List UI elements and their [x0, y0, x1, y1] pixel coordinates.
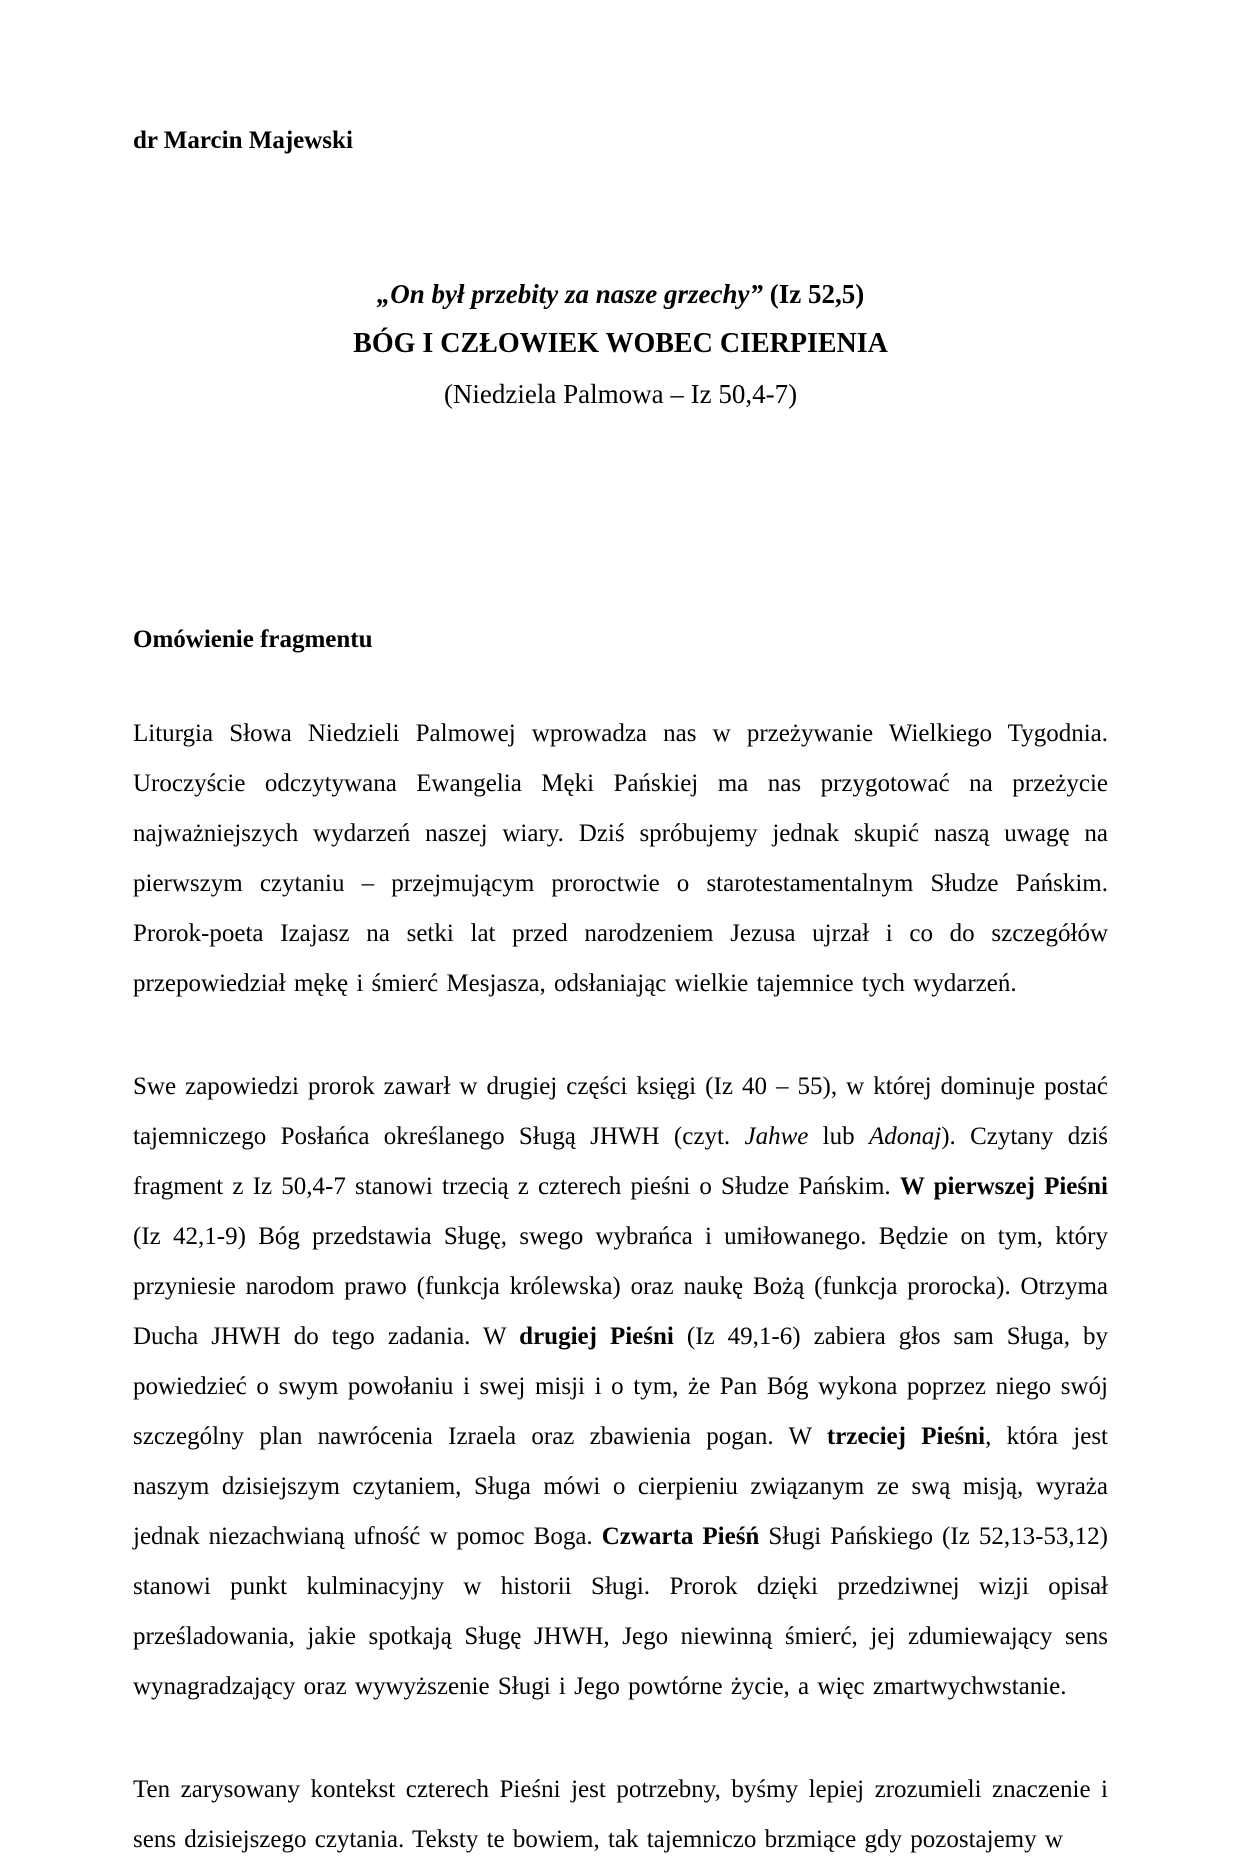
text-run: lub — [808, 1123, 869, 1150]
document-title-main: BÓG I CZŁOWIEK WOBEC CIERPIENIA — [353, 328, 888, 359]
paragraph-2 — [133, 1062, 1108, 1712]
title-quote-text: „On był przebity za nasze grzechy” — [376, 279, 763, 309]
document-title-quote-line — [133, 269, 1108, 319]
title-block — [133, 269, 1108, 419]
text-run: Jahwe — [744, 1123, 809, 1150]
text-run: Liturgia Słowa Niedzieli Palmowej wprowadza nas w przeżywanie Wielkiego Tygodnia. Uroczyście odczytywana Ewangelia Męki Pańskiej ma nas przygotować na przeżycie najważniejszych wydarzeń naszej wiary. Dziś spróbujemy jednak skupić naszą uwagę na pierwszym czytaniu – przejmującym proroctwie o starotestamentalnym Słudze Pańskim. Prorok-poeta Izajasz na setki lat przed narodzeniem Jezusa ujrzał i co do szczegółów przepowiedział mękę i śmierć Mesjasza, odsłaniając wielkie tajemnice tych wydarzeń. — [133, 720, 1108, 997]
text-run: trzeciej Pieśni — [826, 1423, 986, 1450]
document-title-subtitle: (Niedziela Palmowa – Iz 50,4-7) — [443, 379, 798, 409]
document-body — [133, 709, 1108, 1865]
title-scripture-reference: (Iz 52,5) — [763, 279, 865, 309]
text-run: Ten zarysowany kontekst czterech Pieśni jest potrzebny, byśmy lepiej zrozumieli znaczenie i sens dzisiejszego czytania. Teksty te bowiem, tak tajemniczo brzmiące gdy pozostajemy w — [133, 1776, 1108, 1853]
text-run: ). Czytany dziś fragment z Iz 50,4-7 stanowi trzecią z czterech pieśni o Słudze Pańskim. — [133, 1123, 1108, 1200]
text-run: drugiej Pieśni — [519, 1323, 674, 1350]
section-heading: Omówienie fragmentu — [133, 626, 373, 653]
text-run: (Iz 49,1-6) zabiera głos sam Sługa, by powiedzieć o swym powołaniu i swej misji i o tym, że Pan Bóg wykona poprzez niego swój szczególny plan nawrócenia Izraela oraz zbawienia pogan. W — [133, 1323, 1109, 1450]
text-run: , która jest naszym dzisiejszym czytaniem, Sługa mówi o cierpieniu związanym ze swą misją, wyraża jednak niezachwianą ufność w pomoc Boga. — [133, 1423, 1109, 1550]
text-run: (Iz 42,1-9) Bóg przedstawia Sługę, swego wybrańca i umiłowanego. Będzie on tym, który przyniesie narodom prawo (funkcja królewska) oraz naukę Bożą (funkcja prorocka). Otrzyma Ducha JHWH do tego zadania. W — [133, 1223, 1108, 1350]
text-run: Sługi Pańskiego (Iz 52,13-53,12) stanowi punkt kulminacyjny w historii Sługi. Prorok dzięki przedziwnej wizji opisał prześladowania, jakie spotkają Sługę JHWH, Jego niewinną śmierć, jej zdumiewający sens wynagradzający oraz wywyższenie Sługi i Jego powtórne życie, a więc zmartwychwstanie. — [133, 1523, 1108, 1700]
text-run: W pierwszej Pieśni — [899, 1173, 1108, 1200]
text-run: Swe zapowiedzi prorok zawarł w drugiej części księgi (Iz 40 – 55), w której dominuje postać tajemniczego Posłańca określanego Sługą JHWH (czyt. — [133, 1073, 1108, 1150]
text-run: Czwarta Pieśń — [601, 1523, 760, 1550]
paragraph-3 — [133, 1765, 1108, 1865]
paragraph-1 — [133, 709, 1108, 1009]
text-run: Adonaj — [868, 1123, 942, 1150]
author-line: dr Marcin Majewski — [133, 127, 353, 154]
